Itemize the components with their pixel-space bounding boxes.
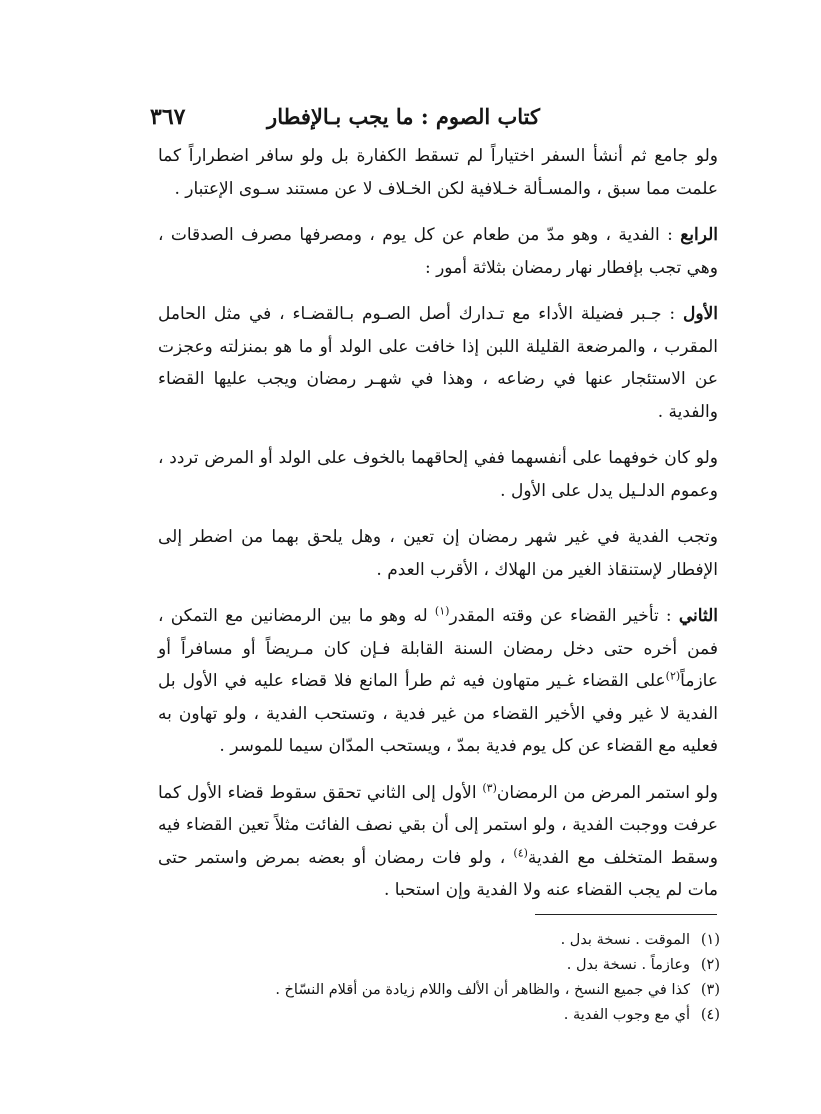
paragraph: [158, 600, 718, 763]
paragraph-text: له وهو ما بين الرمضانين مع التمكن ، فمن أخره حتى دخل رمضان السنة القابلة فـإن كان مـريضاً أو مسافراً أو عازماً: [158, 606, 718, 691]
footnote-ref[interactable]: (٢): [665, 669, 681, 683]
paragraph-lead: الأول: [683, 304, 718, 324]
paragraph: [158, 140, 718, 205]
footnote-ref[interactable]: (١): [434, 604, 450, 618]
footnote-ref[interactable]: (٣): [482, 780, 497, 794]
paragraph-text: : تأخير القضاء عن وقته المقدر: [449, 606, 679, 626]
paragraph-text: ولو استمر المرض من الرمضان: [496, 782, 718, 803]
footnote-item: [160, 953, 720, 978]
paragraph-text: ولو جامع ثم أنشأ السفر اختياراً لم تسقط الكفارة بل ولو سافر اضطراراً كما علمت مما سبق ، والمسـألة خـلافية لكن الخـلاف لا عن مستند سـوى الإعتبار .: [158, 146, 718, 199]
paragraph-text: وتجب الفدية في غير شهر رمضان إن تعين ، وهل يلحق بهما من اضطر إلى الإفطار لإستنقاذ الغير من الهلاك ، الأقرب العدم .: [158, 527, 718, 580]
footnote-text: أي مع وجوب الفدية .: [563, 1007, 690, 1023]
footnotes: [160, 928, 720, 1028]
paragraph-text: الأول إلى الثاني تحقق سقوط قضاء الأول كما عرفت ووجبت الفدية ، ولو استمر إلى أن بقي نصف الفائت مثلاً تعين القضاء فيه وسقط المتخلف مع الفدية: [158, 782, 718, 868]
footnote-number: (١): [700, 932, 720, 948]
footnote-text: وعازماً . نسخة بدل .: [566, 957, 690, 973]
footnote-text: الموقت . نسخة بدل .: [560, 932, 690, 948]
footnote-number: (٣): [700, 982, 720, 998]
running-title: كتاب الصوم : ما يجب بـالإفطار: [267, 104, 540, 129]
paragraph-text: ، ولو فات رمضان أو بعضه بمرض واستمر حتى مات لم يجب القضاء عنه ولا الفدية وإن استحبا .: [158, 847, 718, 900]
paragraph: [158, 521, 718, 586]
footnote-number: (٢): [700, 957, 720, 973]
footnote-ref[interactable]: (٤): [513, 845, 528, 859]
paragraph-text: : الفدية ، وهو مدّ من طعام عن كل يوم ، ومصرفها مصرف الصدقات ، وهي تجب بإفطار نهار رمضان بثلاثة أمور :: [158, 225, 718, 278]
main-text: [158, 140, 718, 907]
paragraph: [158, 777, 718, 907]
paragraph: [158, 219, 718, 284]
paragraph-text: : جـبر فضيلة الأداء مع تـدارك أصل الصـوم بـالقضـاء ، في مثل الحامل المقرب ، والمرضعة القليلة اللبن إذا خافت على الولد أو ما هو بمنزلته وعجزت عن الاستئجار عنها في رضاعه ، وهذا في شهـر رمضان ويجب عليها القضاء والفدية .: [158, 304, 718, 422]
paragraph-lead: الرابع: [680, 225, 718, 245]
footnote-text: كذا في جميع النسخ ، والظاهر أن الألف واللام زيادة من أقلام النسّاخ .: [275, 982, 690, 998]
page-header: [150, 100, 540, 140]
paragraph-lead: الثاني: [678, 606, 718, 626]
paragraph-text: على القضاء غـير متهاون فيه ثم طرأ المانع فلا قضاء عليه في الأول بل الفدية لا غير وفي الأخير القضاء من غير فدية ، وتستحب الفدية ، ولو تهاون به فعليه مع القضاء عن كل يوم فدية بمدّ ، ويستحب المدّان سيما للموسر .: [158, 671, 718, 756]
paragraph: [158, 442, 718, 507]
footnote-item: [160, 1003, 720, 1028]
footnote-divider: [535, 914, 717, 915]
page-number: ٣٦٧: [150, 104, 186, 130]
footnote-item: [160, 978, 720, 1003]
paragraph-text: ولو كان خوفهما على أنفسهما ففي إلحاقهما بالخوف على الولد أو المرض تردد ، وعموم الدلـيل يدل على الأول .: [158, 448, 718, 501]
footnote-number: (٤): [700, 1007, 720, 1023]
footnote-item: [160, 928, 720, 953]
paragraph: [158, 298, 718, 428]
